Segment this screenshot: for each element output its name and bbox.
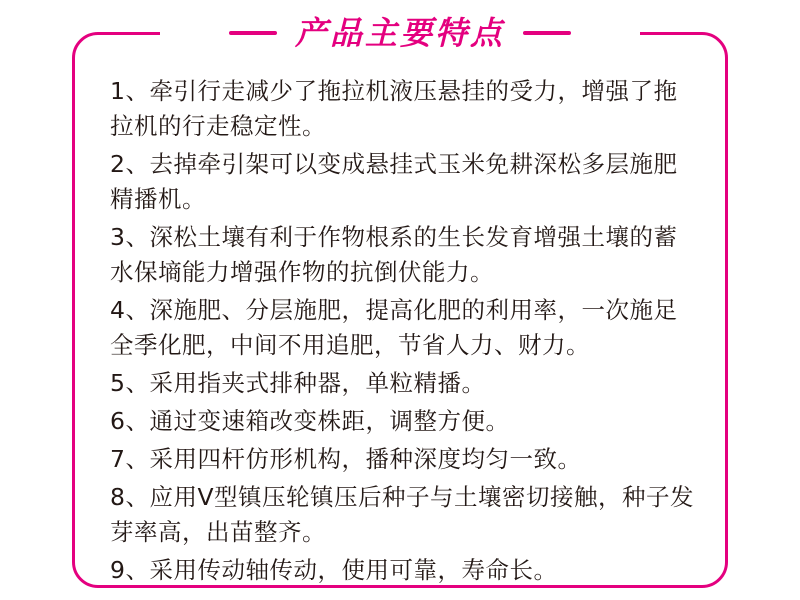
- list-item: 5、采用指夹式排种器，单粒精播。: [110, 369, 486, 397]
- title-rule-left-icon: [229, 31, 277, 35]
- title-band: [160, 0, 640, 66]
- title-rule-right-icon: [523, 31, 571, 35]
- list-item: 7、采用四杆仿形机构，播种深度均匀一致。: [110, 445, 582, 473]
- page-title: 产品主要特点: [294, 14, 505, 52]
- list-item: 4、深施肥、分层施肥，提高化肥的利用率，一次施足全季化肥，中间不用追肥，节省人力、财力。: [110, 296, 678, 359]
- list-item: 9、采用传动轴传动，使用可靠，寿命长。: [110, 556, 558, 584]
- feature-list: [110, 74, 700, 591]
- list-item: 6、通过变速箱改变株距，调整方便。: [110, 407, 510, 435]
- list-item: 1、牵引行走减少了拖拉机液压悬挂的受力，增强了拖拉机的行走稳定性。: [110, 77, 678, 140]
- list-item: 8、应用V型镇压轮镇压后种子与土壤密切接触，种子发芽率高，出苗整齐。: [110, 483, 695, 546]
- list-item: 3、深松土壤有利于作物根系的生长发育增强土壤的蓄水保墒能力增强作物的抗倒伏能力。: [110, 223, 678, 286]
- list-item: 2、去掉牵引架可以变成悬挂式玉米免耕深松多层施肥精播机。: [110, 150, 678, 213]
